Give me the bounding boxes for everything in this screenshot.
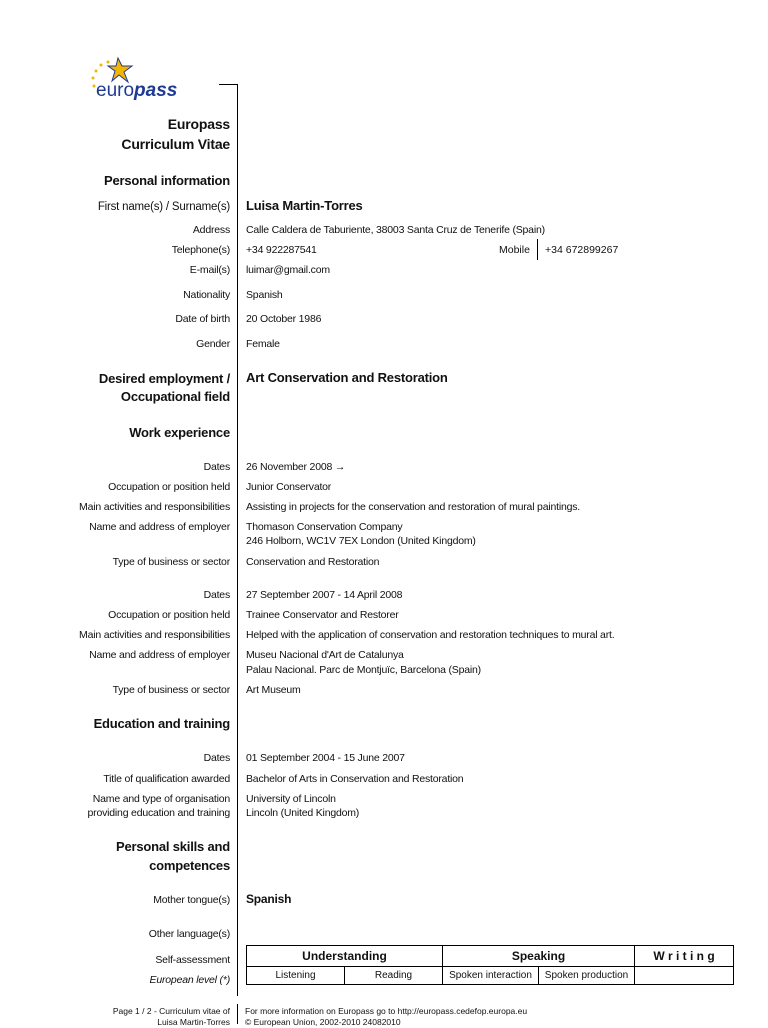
education-dates-label: Dates (203, 752, 230, 764)
work-experience-heading: Work experience (129, 425, 230, 440)
job1-occupation-label: Occupation or position held (108, 481, 230, 493)
footer-page-line1: Page 1 / 2 - Curriculum vitae of (112, 1006, 230, 1016)
job2-sector: Art Museum (246, 684, 301, 696)
education-heading: Education and training (93, 716, 230, 731)
job2-activities-label: Main activities and responsibilities (79, 629, 230, 641)
desired-employment-heading-2: Occupational field (120, 389, 230, 404)
europass-logo (88, 56, 198, 106)
nationality-value: Spanish (246, 289, 283, 301)
desired-employment-heading-1: Desired employment / (98, 371, 230, 386)
job1-occupation: Junior Conservator (246, 481, 332, 493)
job1-dates-label: Dates (203, 461, 230, 473)
job2-dates: 27 September 2007 - 14 April 2008 (246, 589, 403, 601)
telephone-label: Telephone(s) (171, 244, 230, 256)
writing-header: W r i t i n g (635, 946, 734, 967)
job1-dates: 26 November 2008 → (246, 461, 346, 473)
cv-title-line2: Curriculum Vitae (121, 136, 230, 152)
job2-occupation-label: Occupation or position held (108, 609, 230, 621)
header-corner-rule (219, 84, 238, 85)
job1-sector-label: Type of business or sector (112, 556, 230, 568)
understanding-header: Understanding (247, 946, 443, 967)
self-assessment-label: Self-assessment (155, 954, 230, 966)
logo-euro-text: euro (96, 80, 135, 101)
qualification-value: Bachelor of Arts in Conservation and Restoration (246, 773, 464, 785)
qualification-label: Title of qualification awarded (103, 773, 230, 785)
gender-value: Female (246, 338, 280, 350)
job1-activities: Assisting in projects for the conservation and restoration of mural paintings. (246, 501, 580, 513)
cv-title-line1: Europass (167, 116, 230, 132)
nationality-label: Nationality (183, 289, 230, 301)
mobile-label: Mobile (499, 244, 530, 256)
address-label: Address (192, 224, 230, 236)
organisation-line1: University of Lincoln (246, 793, 336, 805)
spoken-interaction-subheader: Spoken interaction (443, 967, 539, 985)
job2-occupation: Trainee Conservator and Restorer (246, 609, 399, 621)
organisation-label-line1: Name and type of organisation (92, 793, 230, 805)
job1-employer-line1: Thomason Conservation Company (246, 521, 403, 533)
dob-value: 20 October 1986 (246, 313, 322, 325)
reading-subheader: Reading (345, 967, 443, 985)
telephone-value: +34 922287541 (246, 244, 317, 256)
full-name: Luisa Martin-Torres (246, 198, 363, 213)
email-value[interactable]: luimar@gmail.com (246, 264, 330, 276)
mother-tongue-value: Spanish (246, 892, 292, 906)
address-value: Calle Caldera de Taburiente, 38003 Santa Cruz de Tenerife (Spain) (246, 224, 545, 236)
footer-page-line2: Luisa Martin-Torres (157, 1017, 230, 1027)
desired-employment-value: Art Conservation and Restoration (246, 370, 448, 385)
footer-info-line2: © European Union, 2002-2010 24082010 (245, 1017, 401, 1027)
mobile-divider (537, 239, 538, 260)
job1-activities-label: Main activities and responsibilities (79, 501, 230, 513)
footer-info-line1: For more information on Europass go to http://europass.cedefop.europa.eu (245, 1006, 528, 1016)
job2-activities: Helped with the application of conservation and restoration techniques to mural art. (246, 629, 615, 641)
name-label: First name(s) / Surname(s) (97, 201, 230, 213)
vertical-divider (237, 84, 238, 996)
other-languages-label: Other language(s) (148, 928, 230, 940)
organisation-label-line2: providing education and training (87, 807, 230, 819)
email-label: E-mail(s) (189, 264, 230, 276)
job1-employer-line2: 246 Holborn, WC1V 7EX London (United Kingdom) (246, 535, 476, 547)
logo-pass-text: pass (134, 80, 178, 101)
job1-sector: Conservation and Restoration (246, 556, 380, 568)
language-assessment-table (246, 945, 734, 985)
writing-subheader (635, 967, 734, 985)
speaking-header: Speaking (443, 946, 635, 967)
spoken-production-subheader: Spoken production (539, 967, 635, 985)
european-level-label: European level (*) (149, 974, 230, 986)
organisation-line2: Lincoln (United Kingdom) (246, 807, 360, 819)
job2-sector-label: Type of business or sector (112, 684, 230, 696)
dob-label: Date of birth (175, 313, 230, 325)
mother-tongue-label: Mother tongue(s) (153, 894, 230, 906)
listening-subheader: Listening (247, 967, 345, 985)
skills-heading-1: Personal skills and (116, 839, 230, 854)
job2-employer-line2: Palau Nacional. Parc de Montjuïc, Barcelona (Spain) (246, 664, 481, 676)
job2-employer-label: Name and address of employer (89, 649, 230, 661)
job2-employer-line1: Museu Nacional d'Art de Catalunya (246, 649, 404, 661)
job2-dates-label: Dates (203, 589, 230, 601)
footer-divider (237, 1004, 238, 1024)
gender-label: Gender (196, 338, 230, 350)
job1-employer-label: Name and address of employer (89, 521, 230, 533)
mobile-value: +34 672899267 (545, 244, 619, 256)
education-dates: 01 September 2004 - 15 June 2007 (246, 752, 405, 764)
skills-heading-2: competences (149, 858, 230, 873)
personal-info-heading: Personal information (103, 173, 230, 188)
